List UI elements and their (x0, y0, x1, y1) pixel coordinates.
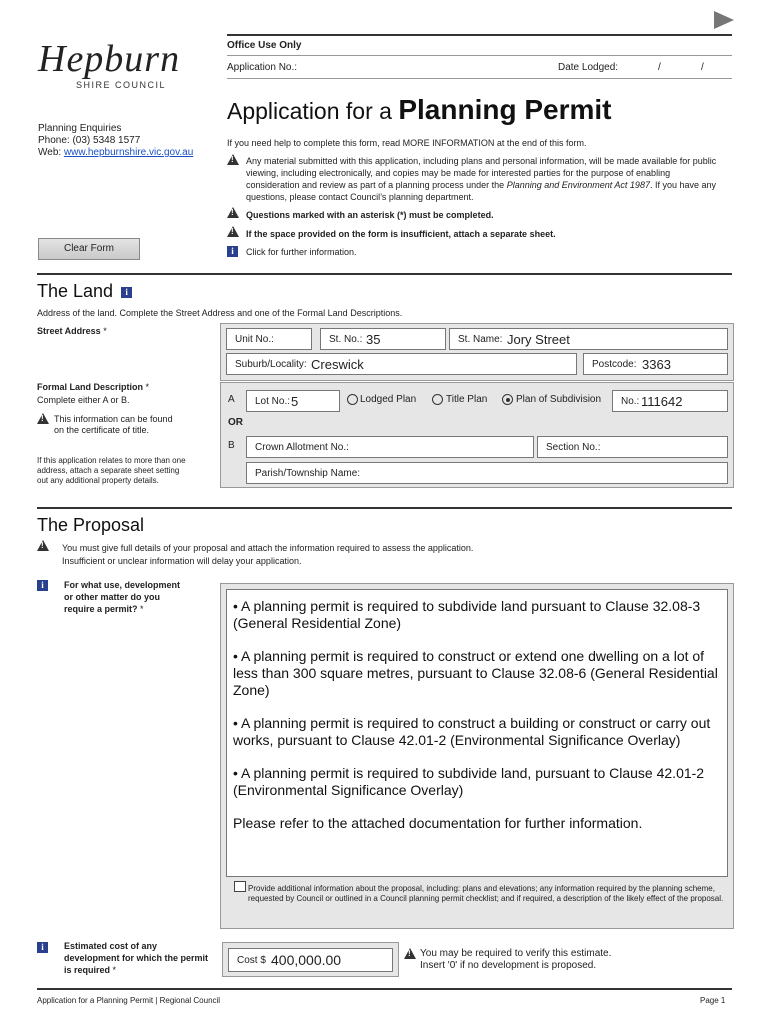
street-address-label (37, 326, 107, 336)
help-text: If you need help to complete this form, read MORE INFORMATION at the end of this form. (227, 138, 587, 148)
use-question-text: For what use, development or other matter do you require a permit? (64, 580, 181, 614)
date-separator: / (701, 62, 704, 73)
section-number-label: Section No.: (546, 442, 601, 453)
formal-label-text: Formal Land Description (37, 382, 144, 392)
section-rule (37, 273, 732, 275)
unit-number-field[interactable] (226, 328, 312, 350)
provide-info-note: Provide additional information about the proposal, including: plans and elevations; any information required by the planning scheme, requested by Council or outlined in a Council planning permit checklist; and if required, a description of the likely effect of the proposal. (248, 884, 724, 903)
option-b-label: B (228, 440, 235, 451)
use-question (64, 579, 189, 615)
clear-form-button[interactable] (38, 238, 140, 260)
title-bold: Planning Permit (398, 94, 612, 125)
info-icon[interactable]: i (121, 287, 132, 298)
clear-form-label: Clear Form (63, 243, 114, 254)
next-page-arrow-icon[interactable] (714, 11, 734, 29)
section-rule (37, 507, 732, 509)
logo-name: Hepburn (38, 38, 181, 80)
street-label-text: Street Address (37, 326, 101, 336)
proposal-bullet: • A planning permit is required to construct or extend one dwelling on a lot of less than 300 square metres, pursuant to Clause 32.08-6 (General Residential Zone) (233, 648, 718, 698)
certificate-note: This information can be found on the certificate of title. (54, 414, 173, 435)
cost-field[interactable] (228, 948, 393, 972)
plan-number-value: 111642 (641, 394, 683, 409)
parish-township-field[interactable] (246, 462, 728, 484)
title-plan-radio[interactable] (432, 394, 487, 405)
top-rule (227, 34, 732, 36)
parish-township-label: Parish/Township Name: (255, 468, 361, 479)
postcode-label: Postcode: (592, 359, 637, 370)
lot-label: Lot No.: (255, 396, 291, 407)
proposal-warning-line: You must give full details of your proposal and attach the information required to assess the application. (62, 543, 474, 553)
lot-number-field[interactable] (246, 390, 340, 412)
page-number: Page 1 (700, 996, 726, 1005)
proposal-bullet: • A planning permit is required to subdivide land pursuant to Clause 32.08-3 (General Residential Zone) (233, 598, 701, 631)
lodged-plan-label: Lodged Plan (360, 394, 417, 406)
enquiries-label: Planning Enquiries (38, 123, 122, 134)
suburb-label: Suburb/Locality: (235, 359, 307, 370)
info-icon[interactable]: i (37, 942, 48, 953)
land-intro: Address of the land. Complete the Street Address and one of the Formal Land Descriptions. (37, 308, 403, 318)
proposal-text-content (233, 598, 723, 832)
lodged-plan-radio[interactable] (347, 394, 416, 405)
radio-button-selected[interactable] (502, 394, 513, 405)
formal-description-label (37, 382, 149, 392)
suburb-value: Creswick (311, 357, 364, 372)
street-number-label: St. No.: (329, 334, 363, 345)
date-lodged-label: Date Lodged: (558, 62, 619, 73)
plan-number-field[interactable] (612, 390, 728, 412)
notice-body: Any material submitted with this application, including plans and personal information, will be made available for public viewing, including electronically, and copies may be made for interested parties for the purpose of enabling consideration and review as part of a planning process under the (246, 156, 717, 190)
office-rule (227, 55, 732, 56)
required-asterisk: * (145, 382, 150, 392)
cost-label: Cost $ (237, 955, 266, 966)
phone-number: Phone: (03) 5348 1577 (38, 135, 141, 146)
application-no-label: Application No.: (227, 62, 298, 73)
radio-button[interactable] (347, 394, 358, 405)
plan-number-label: No.: (621, 396, 640, 407)
logo-subtitle: SHIRE COUNCIL (76, 80, 167, 90)
plan-of-subdivision-label: Plan of Subdivision (516, 394, 602, 406)
space-note: If the space provided on the form is insufficient, attach a separate sheet. (246, 229, 556, 239)
warning-icon (227, 226, 239, 240)
required-asterisk: * (112, 965, 117, 975)
proposal-description-textarea[interactable] (226, 589, 728, 877)
cost-value: 400,000.00 (271, 952, 342, 968)
street-name-field[interactable] (449, 328, 728, 350)
unit-label: Unit No.: (235, 334, 274, 345)
web-line (38, 147, 193, 159)
notice-text (246, 155, 726, 203)
crown-allotment-field[interactable] (246, 436, 534, 458)
page-title (227, 94, 611, 126)
office-use-label: Office Use Only (227, 40, 302, 51)
street-number-field[interactable] (320, 328, 446, 350)
warning-icon (37, 540, 49, 554)
warning-icon (227, 207, 239, 221)
multiple-address-note: If this application relates to more than one address, attach a separate sheet setting out any additional property details. (37, 456, 186, 485)
edit-note-icon (234, 881, 246, 892)
warning-icon (37, 413, 49, 427)
office-rule (227, 78, 732, 79)
notice-act: Planning and Environment Act 1987 (506, 180, 650, 190)
info-note: Click for further information. (246, 247, 357, 257)
info-icon[interactable]: i (227, 246, 238, 257)
postcode-value: 3363 (642, 357, 671, 372)
web-label: Web: (38, 147, 62, 158)
cost-question (64, 940, 214, 976)
warning-icon (227, 154, 239, 168)
proposal-warning (62, 542, 473, 568)
suburb-field[interactable] (226, 353, 577, 375)
street-name-value: Jory Street (507, 332, 570, 347)
radio-button[interactable] (432, 394, 443, 405)
verify-line: You may be required to verify this estimate. (420, 948, 612, 959)
proposal-warning-line: Insufficient or unclear information will delay your application. (62, 556, 302, 566)
proposal-section-title: The Proposal (37, 515, 145, 535)
required-asterisk: * (103, 326, 107, 336)
council-logo (38, 38, 198, 90)
title-plan-label: Title Plan (446, 394, 488, 406)
option-a-label: A (228, 394, 235, 405)
proposal-bullet: • A planning permit is required to construct a building or construct or carry out works, pursuant to Clause 42.01-2 (Environmental Significance Overlay) (233, 715, 711, 748)
notice-tail: . If you have any questions, please contact Council’s planning department. (246, 180, 716, 202)
proposal-refer-text: Please refer to the attached documentation for further information. (233, 815, 643, 831)
formal-subtext: Complete either A or B. (37, 395, 130, 405)
street-name-label: St. Name: (458, 334, 503, 345)
crown-allotment-label: Crown Allotment No.: (255, 442, 349, 453)
cost-question-text: Estimated cost of any development for which the permit is required (64, 941, 209, 975)
land-section-title (37, 281, 132, 302)
postcode-field[interactable] (583, 353, 728, 375)
verify-note (420, 948, 611, 972)
warning-icon (404, 948, 416, 962)
verify-line: Insert '0' if no development is proposed. (420, 960, 597, 971)
asterisk-note: Questions marked with an asterisk (*) must be completed. (246, 210, 494, 220)
required-asterisk: * (140, 604, 144, 614)
lot-value: 5 (291, 394, 299, 409)
title-light: Application for a (227, 98, 392, 124)
footer-rule (37, 988, 732, 990)
enquiries-block (38, 123, 193, 159)
website-link[interactable]: www.hepburnshire.vic.gov.au (63, 147, 194, 158)
land-title: The Land (37, 281, 114, 301)
info-icon[interactable]: i (37, 580, 48, 591)
or-label: OR (228, 417, 243, 428)
proposal-bullet: • A planning permit is required to subdivide land, pursuant to Clause 42.01-2 (Environmental Significance Overlay) (233, 765, 705, 798)
plan-of-subdivision-radio[interactable] (502, 394, 601, 405)
street-number-value: 35 (366, 332, 381, 347)
footer-title: Application for a Planning Permit | Regional Council (37, 996, 221, 1005)
date-separator: / (658, 62, 661, 73)
section-number-field[interactable] (537, 436, 728, 458)
